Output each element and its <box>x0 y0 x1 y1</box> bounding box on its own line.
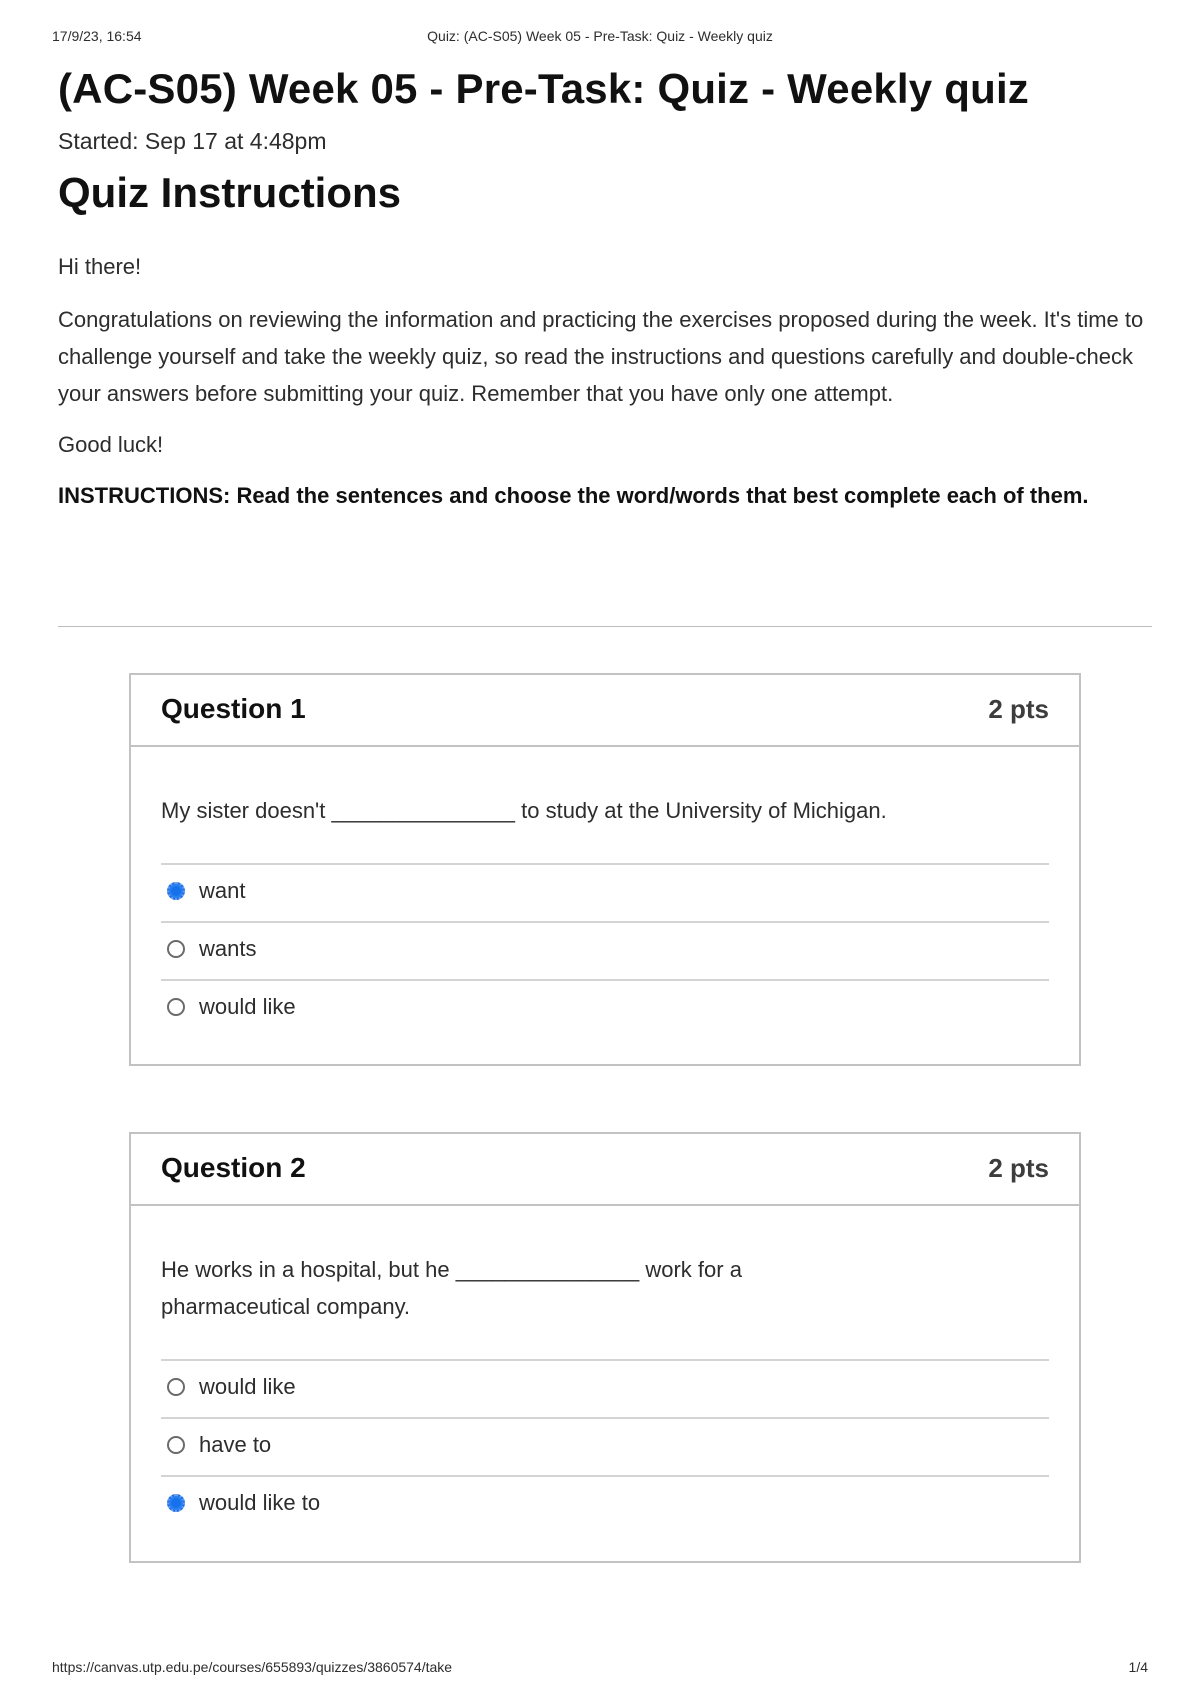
answer-option[interactable] <box>161 981 1049 1037</box>
question-text: He works in a hospital, but he _______________ work for a pharmaceutical company. <box>161 1257 742 1319</box>
instructions-text: INSTRUCTIONS: Read the sentences and choose the word/words that best complete each of them. <box>58 483 1089 508</box>
good-luck-text: Good luck! <box>58 432 164 457</box>
congratulations-text: Congratulations on reviewing the information and practicing the exercises proposed during the week. It's time to challenge yourself and take the weekly quiz, so read the instructions and questions carefully and double-check your answers before submitting your quiz. Remember that you have only one attempt. <box>58 307 1144 406</box>
print-url: https://canvas.utp.edu.pe/courses/655893/quizzes/3860574/take <box>52 1659 453 1675</box>
question-header <box>131 1134 1079 1206</box>
radio-selected-icon[interactable] <box>167 1494 185 1512</box>
answer-option[interactable] <box>161 923 1049 981</box>
page-number: 1/4 <box>1128 1659 1148 1675</box>
question-text: My sister doesn't _______________ to study at the University of Michigan. <box>161 798 887 823</box>
answer-option[interactable] <box>161 865 1049 923</box>
print-footer <box>52 1659 1148 1677</box>
question-points: 2 pts <box>988 1153 1049 1183</box>
answer-label: want <box>199 878 246 903</box>
instructions-heading: Quiz Instructions <box>58 169 402 216</box>
question-card-1 <box>129 673 1081 1066</box>
radio-unselected-icon[interactable] <box>167 940 185 958</box>
question-title: Question 1 <box>161 693 306 724</box>
answer-list <box>161 1359 1049 1533</box>
question-card-2 <box>129 1132 1081 1563</box>
answer-label: would like to <box>199 1490 321 1515</box>
answer-label: would like <box>199 994 296 1019</box>
greeting-text: Hi there! <box>58 254 142 279</box>
radio-selected-icon[interactable] <box>167 882 185 900</box>
question-title: Question 2 <box>161 1152 306 1183</box>
answer-option[interactable] <box>161 1419 1049 1477</box>
answer-label: have to <box>199 1432 272 1457</box>
answer-option[interactable] <box>161 1477 1049 1533</box>
question-points: 2 pts <box>988 694 1049 724</box>
page-title: (AC-S05) Week 05 - Pre-Task: Quiz - Weekly quiz <box>58 65 1030 112</box>
question-header <box>131 675 1079 747</box>
question-body <box>131 747 1079 1037</box>
radio-unselected-icon[interactable] <box>167 1436 185 1454</box>
answer-label: wants <box>199 936 257 961</box>
quiz-content <box>58 62 1152 514</box>
radio-unselected-icon[interactable] <box>167 998 185 1016</box>
print-document-title: Quiz: (AC-S05) Week 05 - Pre-Task: Quiz - Weekly quiz <box>427 28 773 44</box>
print-header <box>52 28 1148 46</box>
question-body <box>131 1206 1079 1533</box>
started-timestamp: Started: Sep 17 at 4:48pm <box>58 128 327 154</box>
print-date: 17/9/23, 16:54 <box>52 28 142 44</box>
answer-label: would like <box>199 1374 296 1399</box>
answer-list <box>161 863 1049 1037</box>
radio-unselected-icon[interactable] <box>167 1378 185 1396</box>
section-divider <box>58 626 1152 627</box>
answer-option[interactable] <box>161 1361 1049 1419</box>
